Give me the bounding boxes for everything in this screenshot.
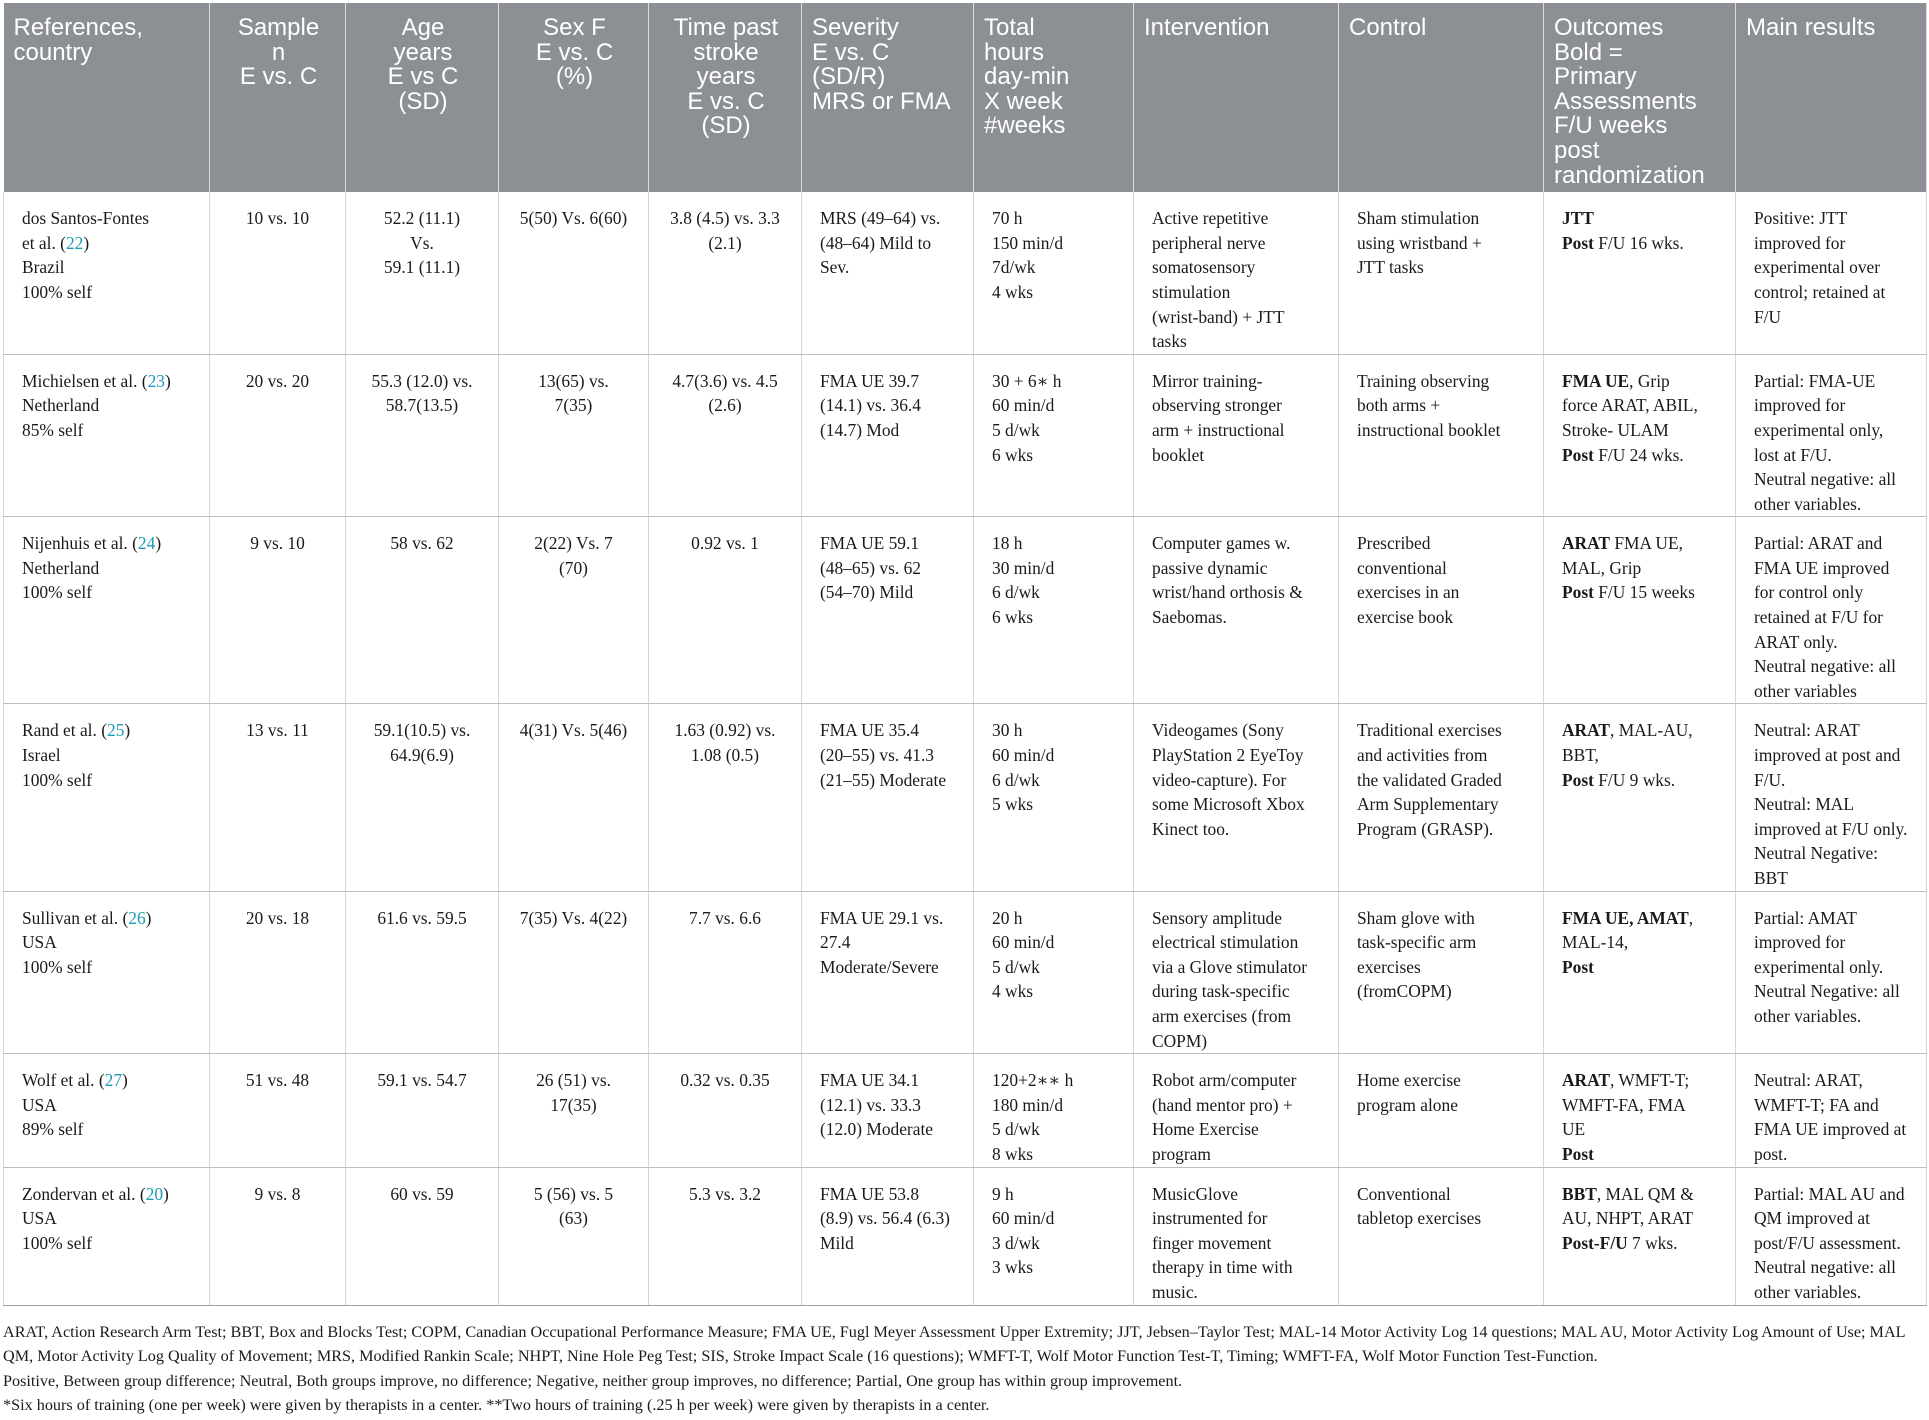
cell-main-results: Positive: JTT improved for experimental over control; retained at F/U xyxy=(1736,192,1927,354)
reference-country-self: ) Netherland 85% self xyxy=(22,370,171,440)
cell-total-hours: 20 h 60 min/d 5 d/wk 4 wks xyxy=(974,891,1134,1054)
cell-control: Conventional tabletop exercises xyxy=(1339,1167,1544,1305)
reference-authors: Nijenhuis et al. ( xyxy=(22,533,138,554)
cell-total-hours: 120+2∗∗ h 180 min/d 5 d/wk 8 wks xyxy=(974,1054,1134,1167)
cell-age: 60 vs. 59 xyxy=(346,1167,499,1305)
cell-sex: 2(22) Vs. 7 (70) xyxy=(499,517,649,704)
header-intervention: Intervention xyxy=(1134,3,1339,192)
cell-sample: 13 vs. 11 xyxy=(210,704,346,891)
cell-main-results: Partial: ARAT and FMA UE improved for control only retained at F/U for ARAT only. Neutral negative: all other variables xyxy=(1736,517,1927,704)
cell-reference xyxy=(4,1054,210,1167)
outcome-text: FMA UE, MAL, Grip xyxy=(1562,533,1683,578)
cell-severity: MRS (49–64) vs. (48–64) Mild to Sev. xyxy=(802,192,974,354)
cell-main-results: Neutral: ARAT improved at post and F/U. Neutral: MAL improved at F/U only. Neutral Negative: BBT xyxy=(1736,704,1927,891)
cell-severity: FMA UE 53.8 (8.9) vs. 56.4 (6.3) Mild xyxy=(802,1167,974,1305)
cell-control: Training observing both arms + instructional booklet xyxy=(1339,354,1544,517)
header-time-past-stroke: Time past stroke years E vs. C (SD) xyxy=(649,3,802,192)
header-total-hours: Total hours day-min X week #weeks xyxy=(974,3,1134,192)
table-row xyxy=(4,354,1927,517)
cell-control: Sham glove with task-specific arm exercises (fromCOPM) xyxy=(1339,891,1544,1054)
primary-outcome: ARAT xyxy=(1562,720,1610,741)
table-row xyxy=(4,1054,1927,1167)
header-row xyxy=(4,3,1927,192)
primary-outcome: JTT xyxy=(1562,208,1594,229)
cell-severity: FMA UE 35.4 (20–55) vs. 41.3 (21–55) Moderate xyxy=(802,704,974,891)
reference-country-self: ) Netherland 100% self xyxy=(22,533,162,603)
reference-authors: dos Santos-Fontes et al. ( xyxy=(22,208,150,253)
reference-country-self: ) USA 89% self xyxy=(22,1070,128,1140)
footnote-legend: Positive, Between group difference; Neutral, Both groups improve, no difference; Negative, neither group improves, no difference; Partial, One group has within group improvement. xyxy=(3,1371,1183,1390)
table-row xyxy=(4,517,1927,704)
reference-authors: Zondervan et al. ( xyxy=(22,1183,146,1204)
post-assessment: Post-F/U xyxy=(1562,1232,1628,1253)
reference-authors: Wolf et al. ( xyxy=(22,1070,105,1091)
cell-time-past-stroke: 3.8 (4.5) vs. 3.3 (2.1) xyxy=(649,192,802,354)
post-assessment: Post xyxy=(1562,444,1594,465)
cell-age: 58 vs. 62 xyxy=(346,517,499,704)
cell-intervention: Videogames (Sony PlayStation 2 EyeToy video-capture). For some Microsoft Xbox Kinect too. xyxy=(1134,704,1339,891)
citation-link[interactable]: 20 xyxy=(145,1183,164,1204)
cell-total-hours: 18 h 30 min/d 6 d/wk 6 wks xyxy=(974,517,1134,704)
footnote-abbreviations: ARAT, Action Research Arm Test; BBT, Box and Blocks Test; COPM, Canadian Occupational Performance Measure; FMA UE, Fugl Meyer Assessment Upper Extremity; JJT, Jebsen–Taylor Test; MAL-14 Motor Activity Log 14 questions; MAL AU, Motor Activity Log Amount of Use; MAL QM, Motor Activity Log Quality of Movement; MRS, Modified Rankin Scale; NHPT, Nine Hole Peg Test; SIS, Stroke Impact Scale (16 questions); WMFT-T, Wolf Motor Function Test-T, Timing; WMFT-FA, Wolf Motor Function Test-Function. xyxy=(3,1323,1905,1366)
citation-link[interactable]: 23 xyxy=(147,370,165,391)
table-body xyxy=(4,192,1927,1305)
cell-intervention: Computer games w. passive dynamic wrist/hand orthosis & Saebomas. xyxy=(1134,517,1339,704)
cell-sex: 7(35) Vs. 4(22) xyxy=(499,891,649,1054)
cell-time-past-stroke: 1.63 (0.92) vs. 1.08 (0.5) xyxy=(649,704,802,891)
cell-time-past-stroke: 0.92 vs. 1 xyxy=(649,517,802,704)
post-assessment: Post xyxy=(1562,232,1594,253)
cell-total-hours: 9 h 60 min/d 3 d/wk 3 wks xyxy=(974,1167,1134,1305)
citation-link[interactable]: 26 xyxy=(128,907,146,928)
reference-authors: Michielsen et al. ( xyxy=(22,370,148,391)
table-row xyxy=(4,1167,1927,1305)
follow-up-text: F/U 24 wks. xyxy=(1593,444,1684,465)
cell-reference xyxy=(4,192,210,354)
table-container xyxy=(3,3,1926,1306)
cell-reference xyxy=(4,354,210,517)
cell-outcomes xyxy=(1544,192,1736,354)
outcome-text: , MAL-AU, BBT, xyxy=(1562,720,1693,766)
header-severity: Severity E vs. C (SD/R) MRS or FMA xyxy=(802,3,974,192)
reference-authors: Rand et al. ( xyxy=(22,720,107,741)
cell-intervention: Sensory amplitude electrical stimulation via a Glove stimulator during task-specific arm exercises (from COPM) xyxy=(1134,891,1339,1054)
follow-up-text: F/U 9 wks. xyxy=(1593,769,1676,790)
header-sex: Sex F E vs. C (%) xyxy=(499,3,649,192)
reference-country-self: ) Brazil 100% self xyxy=(22,232,93,302)
cell-severity: FMA UE 34.1 (12.1) vs. 33.3 (12.0) Moderate xyxy=(802,1054,974,1167)
cell-time-past-stroke: 5.3 vs. 3.2 xyxy=(649,1167,802,1305)
cell-total-hours: 30 + 6∗ h 60 min/d 5 d/wk 6 wks xyxy=(974,354,1134,517)
follow-up-text: 7 wks. xyxy=(1627,1232,1678,1253)
citation-link[interactable]: 27 xyxy=(104,1070,123,1091)
cell-severity: FMA UE 59.1 (48–65) vs. 62 (54–70) Mild xyxy=(802,517,974,704)
cell-control: Prescribed conventional exercises in an exercise book xyxy=(1339,517,1544,704)
cell-reference xyxy=(4,891,210,1054)
cell-outcomes xyxy=(1544,354,1736,517)
header-control: Control xyxy=(1339,3,1544,192)
citation-link[interactable]: 22 xyxy=(65,232,84,253)
cell-reference xyxy=(4,1167,210,1305)
cell-sample: 51 vs. 48 xyxy=(210,1054,346,1167)
post-assessment: Post xyxy=(1562,582,1594,603)
header-reference: References, country xyxy=(4,3,210,192)
primary-outcome: BBT xyxy=(1562,1183,1597,1204)
cell-sex: 5(50) Vs. 6(60) xyxy=(499,192,649,354)
citation-link[interactable]: 24 xyxy=(137,533,156,554)
cell-outcomes xyxy=(1544,1054,1736,1167)
cell-time-past-stroke: 4.7(3.6) vs. 4.5 (2.6) xyxy=(649,354,802,517)
post-assessment: Post xyxy=(1562,769,1594,790)
cell-sample: 9 vs. 10 xyxy=(210,517,346,704)
cell-severity: FMA UE 29.1 vs. 27.4 Moderate/Severe xyxy=(802,891,974,1054)
primary-outcome: ARAT xyxy=(1562,533,1610,554)
outcome-text: , MAL-14, xyxy=(1562,907,1694,953)
reference-country-self: ) USA 100% self xyxy=(22,1183,169,1253)
studies-table xyxy=(3,3,1927,1306)
cell-main-results: Partial: FMA-UE improved for experimental only, lost at F/U. Neutral negative: all other variables. xyxy=(1736,354,1927,517)
cell-sample: 20 vs. 20 xyxy=(210,354,346,517)
table-row xyxy=(4,891,1927,1054)
cell-intervention: MusicGlove instrumented for finger movement therapy in time with music. xyxy=(1134,1167,1339,1305)
cell-severity: FMA UE 39.7 (14.1) vs. 36.4 (14.7) Mod xyxy=(802,354,974,517)
header-outcomes: Outcomes Bold = Primary Assessments F/U weeks post randomization xyxy=(1544,3,1736,192)
cell-age: 55.3 (12.0) vs. 58.7(13.5) xyxy=(346,354,499,517)
cell-main-results: Partial: MAL AU and QM improved at post/F/U assessment. Neutral negative: all other variables. xyxy=(1736,1167,1927,1305)
header-age: Age years E vs C (SD) xyxy=(346,3,499,192)
post-assessment: Post xyxy=(1562,956,1594,977)
cell-total-hours: 70 h 150 min/d 7d/wk 4 wks xyxy=(974,192,1134,354)
cell-control: Sham stimulation using wristband + JTT tasks xyxy=(1339,192,1544,354)
cell-sex: 26 (51) vs. 17(35) xyxy=(499,1054,649,1167)
outcome-text: , WMFT-T; WMFT-FA, FMA UE xyxy=(1562,1070,1690,1140)
cell-main-results: Partial: AMAT improved for experimental only. Neutral Negative: all other variables. xyxy=(1736,891,1927,1054)
footnote-asterisks: *Six hours of training (one per week) were given by therapists in a center. **Two hours of training (.25 h per week) were given by therapists in a center. xyxy=(3,1396,990,1415)
cell-age: 61.6 vs. 59.5 xyxy=(346,891,499,1054)
cell-sex: 5 (56) vs. 5 (63) xyxy=(499,1167,649,1305)
header-main-results: Main results xyxy=(1736,3,1927,192)
primary-outcome: ARAT xyxy=(1562,1070,1610,1091)
table-footnotes xyxy=(3,1320,1923,1418)
cell-outcomes xyxy=(1544,704,1736,891)
table-row xyxy=(4,192,1927,354)
cell-sample: 10 vs. 10 xyxy=(210,192,346,354)
cell-intervention: Robot arm/computer (hand mentor pro) + Home Exercise program xyxy=(1134,1054,1339,1167)
cell-time-past-stroke: 7.7 vs. 6.6 xyxy=(649,891,802,1054)
cell-reference xyxy=(4,704,210,891)
reference-country-self: ) USA 100% self xyxy=(22,907,152,977)
primary-outcome: FMA UE xyxy=(1562,370,1630,391)
citation-link[interactable]: 25 xyxy=(107,720,125,741)
outcome-text: , Grip force ARAT, ABIL, Stroke- ULAM xyxy=(1562,370,1698,440)
cell-age: 59.1 vs. 54.7 xyxy=(346,1054,499,1167)
table-row xyxy=(4,704,1927,891)
follow-up-text: F/U 15 weeks xyxy=(1593,582,1695,603)
cell-reference xyxy=(4,517,210,704)
cell-outcomes xyxy=(1544,891,1736,1054)
cell-intervention: Active repetitive peripheral nerve somatosensory stimulation (wrist-band) + JTT tasks xyxy=(1134,192,1339,354)
cell-sex: 4(31) Vs. 5(46) xyxy=(499,704,649,891)
cell-outcomes xyxy=(1544,517,1736,704)
follow-up-text: F/U 16 wks. xyxy=(1593,232,1684,253)
cell-control: Home exercise program alone xyxy=(1339,1054,1544,1167)
reference-country-self: ) Israel 100% self xyxy=(22,720,131,790)
cell-intervention: Mirror training- observing stronger arm + instructional booklet xyxy=(1134,354,1339,517)
cell-total-hours: 30 h 60 min/d 6 d/wk 5 wks xyxy=(974,704,1134,891)
reference-authors: Sullivan et al. ( xyxy=(22,907,129,928)
cell-outcomes xyxy=(1544,1167,1736,1305)
cell-age: 52.2 (11.1) Vs. 59.1 (11.1) xyxy=(346,192,499,354)
cell-sample: 9 vs. 8 xyxy=(210,1167,346,1305)
cell-sex: 13(65) vs. 7(35) xyxy=(499,354,649,517)
cell-time-past-stroke: 0.32 vs. 0.35 xyxy=(649,1054,802,1167)
cell-sample: 20 vs. 18 xyxy=(210,891,346,1054)
cell-age: 59.1(10.5) vs. 64.9(6.9) xyxy=(346,704,499,891)
header-sample: Sample n E vs. C xyxy=(210,3,346,192)
primary-outcome: FMA UE, AMAT xyxy=(1562,907,1689,928)
cell-main-results: Neutral: ARAT, WMFT-T; FA and FMA UE improved at post. xyxy=(1736,1054,1927,1167)
cell-control: Traditional exercises and activities from the validated Graded Arm Supplementary Program (GRASP). xyxy=(1339,704,1544,891)
post-assessment: Post xyxy=(1562,1143,1594,1164)
outcome-text: , MAL QM & AU, NHPT, ARAT xyxy=(1562,1183,1694,1229)
